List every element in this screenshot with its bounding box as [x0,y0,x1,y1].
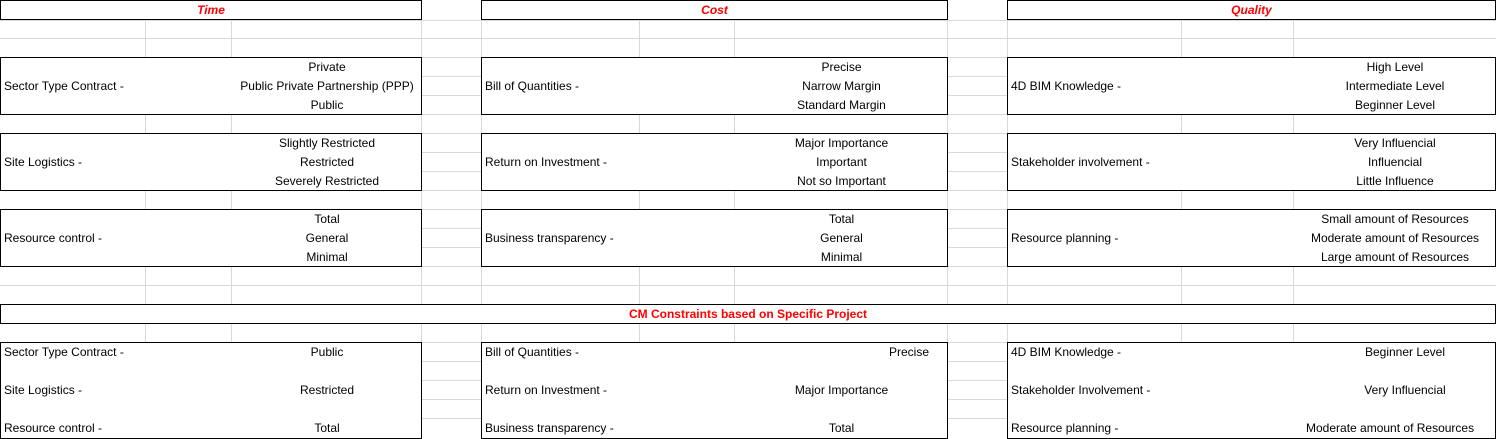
header-time[interactable]: Time [0,0,422,20]
cost-boq-option[interactable]: Precise [821,60,862,74]
specific-cost-value[interactable]: Major Importance [794,383,889,397]
time-logistics-option[interactable]: Severely Restricted [274,174,380,188]
time-resource-option[interactable]: General [305,231,349,245]
cost-roi-option[interactable]: Major Importance [794,136,889,150]
quality-resource-option[interactable]: Large amount of Resources [1320,250,1470,264]
time-logistics-label[interactable]: Site Logistics - [4,155,83,169]
time-resource-label[interactable]: Resource control - [4,231,103,245]
specific-quality-value[interactable]: Moderate amount of Resources [1306,421,1475,435]
time-sector-option[interactable]: Public Private Partnership (PPP) [240,79,414,93]
quality-stakeholder-option[interactable]: Little Influence [1356,174,1434,188]
quality-bim-label[interactable]: 4D BIM Knowledge - [1011,79,1122,93]
specific-cost-label[interactable]: Bill of Quantities - [485,345,580,359]
header-quality[interactable]: Quality [1007,0,1496,20]
cost-boq-option[interactable]: Standard Margin [797,98,886,112]
cost-transparency-option[interactable]: Total [828,212,855,226]
specific-time-label[interactable]: Sector Type Contract - [4,345,124,359]
specific-time-label[interactable]: Resource control - [4,421,103,435]
specific-time-label[interactable]: Site Logistics - [4,383,83,397]
time-resource-option[interactable]: Total [314,212,340,226]
time-sector-option[interactable]: Private [308,60,346,74]
cost-boq-option[interactable]: Narrow Margin [802,79,881,93]
specific-quality-label[interactable]: Stakeholder Involvement - [1011,383,1151,397]
cost-transparency-option[interactable]: Minimal [820,250,863,264]
cost-roi-label[interactable]: Return on Investment - [485,155,608,169]
time-sector-option[interactable]: Public [310,98,344,112]
specific-quality-label[interactable]: 4D BIM Knowledge - [1011,345,1122,359]
specific-quality-label[interactable]: Resource planning - [1011,421,1119,435]
specific-cost-value[interactable]: Total [828,421,855,435]
specific-time-value[interactable]: Restricted [299,383,355,397]
gridline-horizontal [0,285,1496,286]
specific-cost-label[interactable]: Return on Investment - [485,383,608,397]
cost-transparency-label[interactable]: Business transparency - [485,231,614,245]
specific-quality-value[interactable]: Beginner Level [1364,345,1446,359]
time-logistics-option[interactable]: Slightly Restricted [278,136,376,150]
time-sector-label[interactable]: Sector Type Contract - [4,79,124,93]
cost-roi-option[interactable]: Important [816,155,867,169]
specific-time-value[interactable]: Public [310,345,344,359]
cost-boq-label[interactable]: Bill of Quantities - [485,79,580,93]
quality-resource-option[interactable]: Moderate amount of Resources [1310,231,1480,245]
specific-cost-label[interactable]: Business transparency - [485,421,614,435]
specific-time-value[interactable]: Total [314,421,340,435]
quality-bim-option[interactable]: Intermediate Level [1345,79,1445,93]
quality-resource-label[interactable]: Resource planning - [1011,231,1119,245]
specific-quality-value[interactable]: Very Influencial [1364,383,1446,397]
header-cm-constraints[interactable]: CM Constraints based on Specific Project [0,304,1496,324]
specific-cost-value[interactable]: Precise [889,345,930,359]
quality-resource-option[interactable]: Small amount of Resources [1321,212,1469,226]
header-cost[interactable]: Cost [481,0,948,20]
gridline-horizontal [0,20,1496,21]
quality-stakeholder-label[interactable]: Stakeholder involvement - [1011,155,1150,169]
time-logistics-option[interactable]: Restricted [299,155,355,169]
cost-transparency-option[interactable]: General [820,231,863,245]
quality-stakeholder-option[interactable]: Very Influencial [1354,136,1436,150]
time-resource-option[interactable]: Minimal [306,250,348,264]
cost-roi-option[interactable]: Not so Important [797,174,886,188]
quality-bim-option[interactable]: Beginner Level [1354,98,1436,112]
quality-bim-option[interactable]: High Level [1366,60,1424,74]
gridline-horizontal [0,38,1496,39]
quality-stakeholder-option[interactable]: Influencial [1367,155,1423,169]
